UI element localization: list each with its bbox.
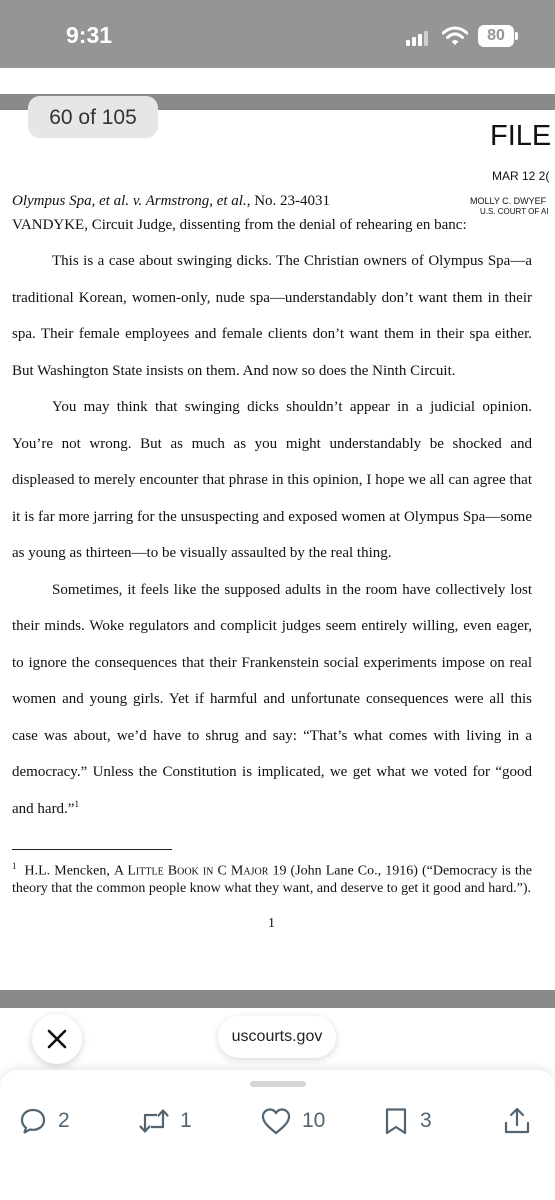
paragraph-2: You may think that swinging dicks shouldn’t appear in a judicial opinion. You’re not wrong. But as much as you might understandably be shocked and displeased to merely encounter that phrase in this opinion, I hope we all can agree that it is far more jarring for the unsuspecting and exposed women at Olympus Spa—some as young as thirteen—to be visually assaulted by the real thing. <box>12 399 532 561</box>
footnote-work: A Little Book in C Major <box>113 863 269 879</box>
opinion-body <box>12 243 532 827</box>
viewer-bottom-gap <box>0 990 555 1008</box>
case-caption-number: , No. 23-4031 <box>246 193 331 209</box>
case-caption-parties: Olympus Spa, et al. v. Armstrong, et al. <box>12 193 247 209</box>
paragraph-1: This is a case about swinging dicks. The Christian owners of Olympus Spa—a traditional Korean, women-only, nude spa—understandably don’t want them in their spa. Their female employees and female clients don’t want them in their spa either. But Washington State insists on them. And now so does the Ninth Circuit. <box>12 253 532 379</box>
status-bar <box>0 0 555 68</box>
reply-count: 2 <box>58 1109 70 1132</box>
share-button[interactable] <box>502 1104 532 1138</box>
viewer-top-margin <box>0 68 555 94</box>
battery-tip <box>515 32 518 40</box>
clerk-court: U.S. COURT OF AI <box>480 207 549 216</box>
sheet-grabber[interactable] <box>250 1081 306 1087</box>
case-caption <box>12 193 330 210</box>
status-time: 9:31 <box>66 22 113 48</box>
wifi-icon <box>442 26 468 46</box>
page-counter: 60 of 105 <box>28 96 158 138</box>
footnote-text: 19 (John Lane Co., 1916) (“Democracy is the theory that the common people know what they want, and deserve to get it good and hard.”). <box>12 863 532 896</box>
footnote: $^1$ H.L. Mencken, A Little Book in C Major 19 (John Lane Co., 1916) (“Democracy is the theory that the common people know what they want, and deserve to get it good and hard.”). <box>12 861 532 896</box>
close-icon <box>32 1014 82 1064</box>
repost-icon <box>138 1106 170 1136</box>
footnote-author: H.L. Mencken <box>24 863 107 879</box>
cellular-signal-icon <box>406 30 430 46</box>
reply-icon <box>18 1106 48 1136</box>
like-button[interactable] <box>260 1104 325 1138</box>
bookmark-icon <box>382 1106 410 1136</box>
bookmark-button[interactable] <box>382 1104 432 1138</box>
paragraph-3-text: Sometimes, it feels like the supposed adults in the room have collectively lost their minds. Woke regulators and complicit judges seem entirely willing, even eager, to ignore the consequences that their Frankenstein social experiments impose on real women and young girls. Yet if harmful and unfortunate consequences were all this case was about, we’d have to shrug and say: “That’s what comes with living in a democracy.” Unless the Constitution is implicated, we get what we voted for “good and hard.” <box>12 581 532 817</box>
repost-button[interactable] <box>138 1104 192 1138</box>
page-number: 1 <box>268 916 275 931</box>
clerk-name: MOLLY C. DWYEF <box>470 196 547 206</box>
repost-count: 1 <box>180 1109 192 1132</box>
footnote-divider <box>12 849 172 850</box>
battery-icon: 80 <box>478 25 514 47</box>
filed-stamp: FILE <box>490 120 552 152</box>
document-page <box>0 110 555 990</box>
bookmark-count: 3 <box>420 1109 432 1132</box>
close-button[interactable] <box>32 1014 82 1064</box>
url-button[interactable]: uscourts.gov <box>218 1016 336 1058</box>
share-icon <box>502 1106 532 1136</box>
like-count: 10 <box>302 1109 326 1132</box>
paragraph-3 <box>12 572 532 828</box>
dissent-heading: VANDYKE, Circuit Judge, dissenting from the denial of rehearing en banc: <box>12 217 467 233</box>
reply-button[interactable] <box>18 1104 70 1138</box>
footnote-number: 1 <box>12 861 17 871</box>
footnote-reference: 1 <box>74 798 79 809</box>
heart-icon <box>260 1106 292 1136</box>
filed-date: MAR 12 2( <box>492 169 550 183</box>
